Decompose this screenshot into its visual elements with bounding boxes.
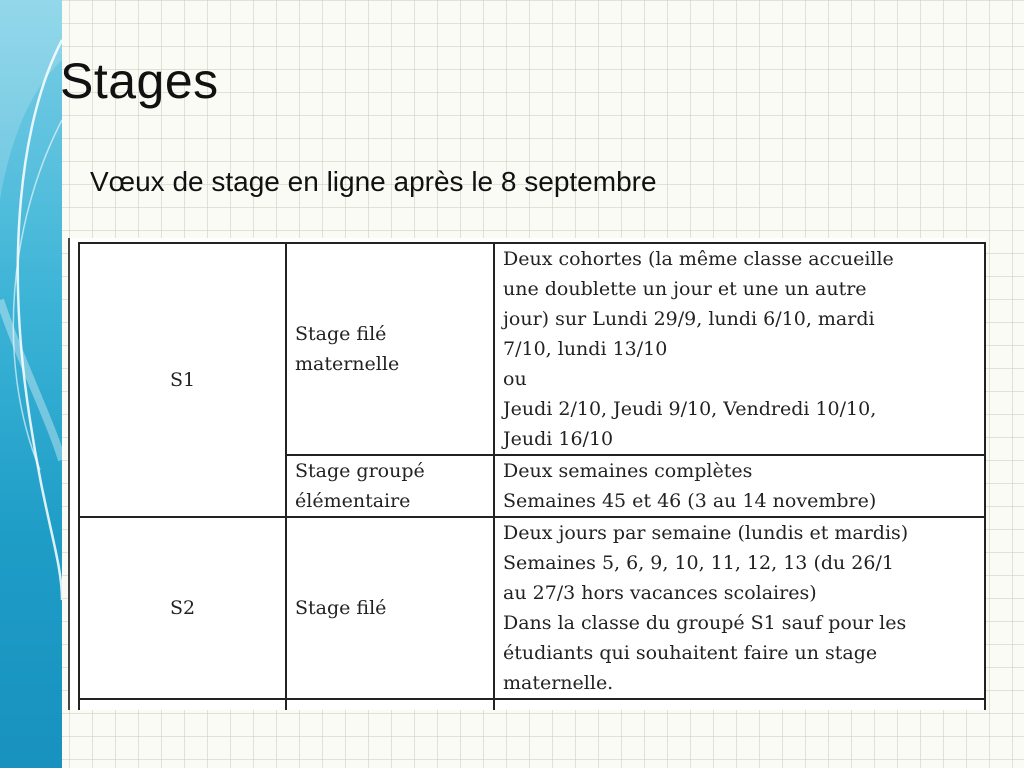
detail-line: une doublette un jour et une un autre bbox=[503, 278, 867, 300]
slide-title: Stages bbox=[60, 53, 219, 109]
detail-line: Jeudi 16/10 bbox=[503, 428, 614, 450]
stage-details-cell bbox=[494, 455, 985, 517]
detail-line: jour) sur Lundi 29/9, lundi 6/10, mardi bbox=[503, 308, 875, 330]
stage-type-cell bbox=[286, 243, 494, 455]
stage-type-line: élémentaire bbox=[295, 490, 411, 512]
detail-line: Semaines 5, 6, 9, 10, 11, 12, 13 (du 26/1 bbox=[503, 552, 894, 574]
detail-line: ou bbox=[503, 368, 527, 390]
detail-line: Jeudi 2/10, Jeudi 9/10, Vendredi 10/10, bbox=[503, 398, 877, 420]
detail-line: maternelle. bbox=[503, 672, 614, 694]
semester-label: S2 bbox=[169, 597, 196, 619]
detail-line: étudiants qui souhaitent faire un stage bbox=[503, 642, 878, 664]
semester-label: S1 bbox=[169, 369, 196, 391]
semester-cell bbox=[79, 517, 286, 699]
stages-table bbox=[78, 242, 986, 710]
detail-line: 7/10, lundi 13/10 bbox=[503, 338, 668, 360]
detail-line: au 27/3 hors vacances scolaires) bbox=[503, 582, 817, 604]
cropped-cell bbox=[286, 699, 494, 710]
detail-line: Deux cohortes (la même classe accueille bbox=[503, 248, 894, 270]
slide-subtitle: Vœux de stage en ligne après le 8 septembre bbox=[90, 166, 657, 197]
stage-type-line: Stage filé bbox=[295, 323, 387, 345]
cropped-cell bbox=[494, 699, 985, 710]
stage-details-cell bbox=[494, 517, 985, 699]
detail-line: Deux semaines complètes bbox=[503, 460, 753, 482]
stage-type-line: maternelle bbox=[295, 353, 400, 375]
stages-table-image bbox=[68, 238, 986, 710]
decorative-sidebar bbox=[0, 0, 62, 768]
semester-cell bbox=[79, 243, 286, 517]
stage-type-line: Stage groupé bbox=[295, 460, 425, 482]
table-row bbox=[79, 517, 985, 699]
sidebar-swoosh-graphic bbox=[0, 0, 62, 768]
table-row bbox=[79, 243, 985, 455]
stage-details-cell bbox=[494, 243, 985, 455]
stage-type-cell bbox=[286, 455, 494, 517]
stage-type-cell bbox=[286, 517, 494, 699]
stage-type-line: Stage filé bbox=[295, 597, 387, 619]
table-row bbox=[79, 699, 985, 710]
cropped-cell bbox=[79, 699, 286, 710]
detail-line: Semaines 45 et 46 (3 au 14 novembre) bbox=[503, 490, 877, 512]
detail-line: Deux jours par semaine (lundis et mardis) bbox=[503, 522, 909, 544]
table-edge-rule bbox=[68, 238, 70, 710]
detail-line: Dans la classe du groupé S1 sauf pour les bbox=[503, 612, 907, 634]
